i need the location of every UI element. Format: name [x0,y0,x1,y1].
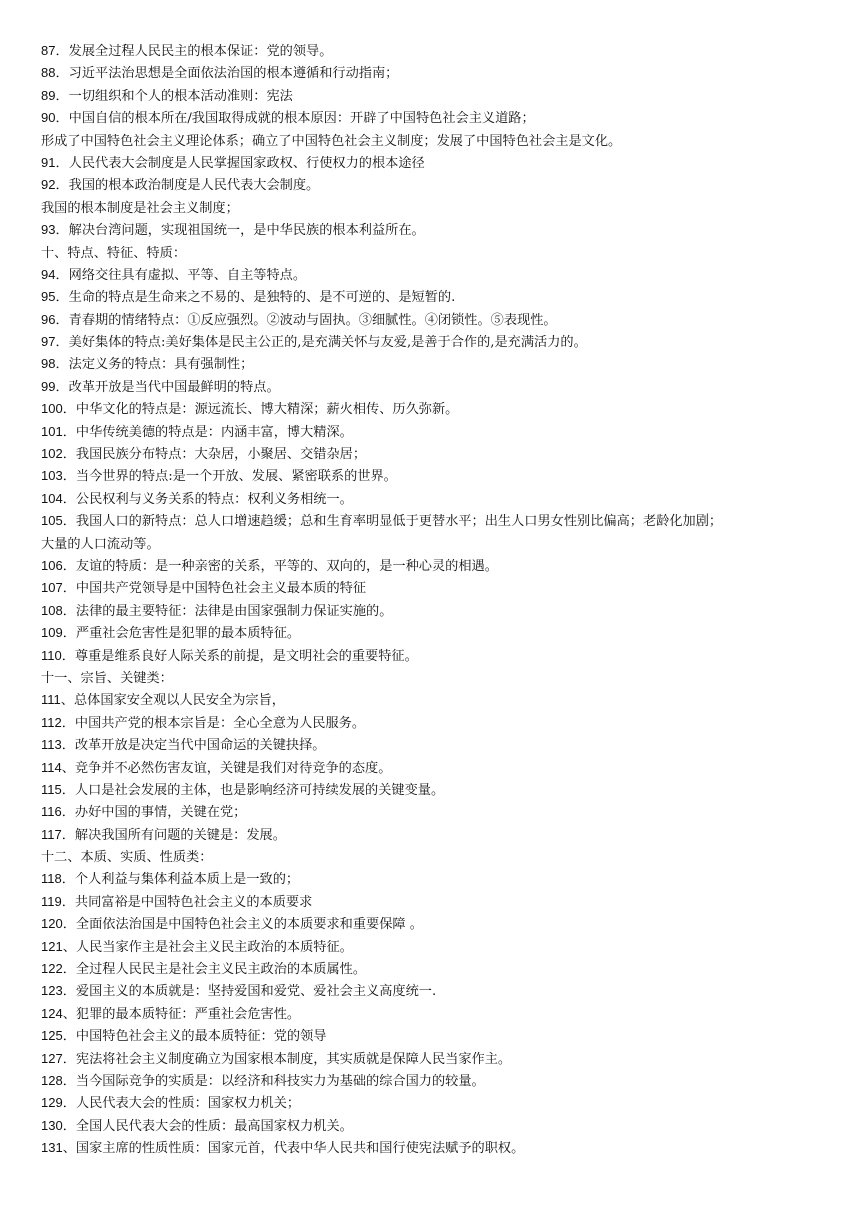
line-text: ．解决我国所有问题的关键是：发展。 [61,827,286,843]
line-number: 116 [41,804,62,820]
numbered-line [41,1048,830,1070]
numbered-line [41,1115,830,1137]
line-text: ．尊重是维系良好人际关系的前提，是文明社会的重要特征。 [61,648,418,664]
numbered-line [41,443,830,465]
line-text: ．我国的根本政治制度是人民代表大会制度。 [55,178,320,194]
line-number: 106 [41,557,63,573]
line-text: 大量的人口流动等。 [41,536,160,552]
numbered-line [41,622,830,644]
line-number: 121 [41,938,63,954]
line-text: ．习近平法治思想是全面依法治国的根本遵循和行动指南； [55,66,399,82]
line-text: 形成了中国特色社会主义理论体系；确立了中国特色社会主义制度；发展了中国特色社会主是文化。 [41,133,622,149]
numbered-line [41,376,830,398]
line-text: ．改革开放是决定当代中国命运的关键抉择。 [61,738,326,754]
numbered-line [41,219,830,241]
line-text: ．美好集体的特点:美好集体是民主公正的,是充满关怀与友爱,是善于合作的,是充满活力的。 [55,335,587,351]
numbered-line [41,779,830,801]
line-text: ．青春期的情绪特点：①反应强烈。②波动与固执。③细腻性。④闭锁性。⑤表现性。 [55,312,557,328]
line-number: 102 [41,446,63,462]
line-text: 、犯罪的最本质特征：严重社会危害性。 [62,1006,301,1022]
numbered-line [41,85,830,107]
line-number: 130 [41,1117,63,1133]
line-number: 98 [41,356,56,372]
line-number: 101 [41,423,63,439]
numbered-line [41,398,830,420]
numbered-line [41,152,830,174]
line-number: 118 [41,871,62,887]
text-line [41,130,830,152]
line-text: ．中华文化的特点是：源远流长、博大精深；薪火相传、历久弥新。 [62,402,459,418]
line-number: 111 [41,692,61,708]
line-text: ．中国自信的根本所在/我国取得成就的根本原因：开辟了中国特色社会主义道路； [55,111,535,127]
numbered-line [41,40,830,62]
line-number: 87 [41,43,56,58]
line-text: ．共同富裕是中国特色社会主义的本质要求 [61,894,313,910]
line-number: 122 [41,961,63,977]
line-number: 97 [41,334,56,350]
line-text: ．生命的特点是生命来之不易的、是独特的、是不可逆的、是短暂的. [55,290,456,306]
line-text: ．友谊的特质：是一种亲密的关系，平等的、双向的，是一种心灵的相遇。 [62,558,498,574]
line-text: ．改革开放是当代中国最鲜明的特点。 [55,379,280,395]
line-text: ．宪法将社会主义制度确立为国家根本制度，其实质就是保障人民当家作主。 [62,1051,512,1067]
numbered-line [41,1092,830,1114]
numbered-line [41,1003,830,1025]
numbered-line [41,757,830,779]
line-number: 108 [41,602,63,618]
line-text: ．中华传统美德的特点是：内涵丰富，博大精深。 [62,424,353,440]
line-text: ．公民权利与义务关系的特点：权利义务相统一。 [62,491,353,507]
line-text: ．个人利益与集体利益本质上是一致的； [61,872,300,888]
line-text: ．严重社会危害性是犯罪的最本质特征。 [62,626,301,642]
text-line [41,197,830,219]
numbered-line [41,1070,830,1092]
line-number: 113 [41,737,62,753]
line-number: 105 [41,513,63,529]
line-number: 99 [41,378,56,394]
line-text: 、竞争并不必然伤害友谊，关键是我们对待竞争的态度。 [61,760,392,776]
text-line [41,846,830,868]
line-text: 十、特点、特征、特质： [41,245,187,261]
line-text: ．中国特色社会主义的最本质特征：党的领导 [62,1029,327,1045]
numbered-line [41,174,830,196]
line-text: 我国的根本制度是社会主义制度； [41,200,239,216]
numbered-line [41,510,830,532]
line-text: 十二、本质、实质、性质类： [41,850,213,866]
line-text: ．发展全过程人民民主的根本保证：党的领导。 [55,44,333,59]
line-text: ．法定义务的特点：具有强制性； [55,357,254,373]
numbered-line [41,577,830,599]
line-number: 125 [41,1028,63,1044]
line-number: 115 [41,781,62,797]
line-text: ．办好中国的事情，关键在党； [61,805,247,821]
line-number: 89 [41,87,56,103]
line-text: 、总体国家安全观以人民安全为宗旨， [60,693,285,709]
line-number: 92 [41,177,56,193]
text-line [41,533,830,555]
numbered-line [41,936,830,958]
line-number: 117 [41,826,62,842]
line-number: 95 [41,289,56,305]
line-number: 109 [41,625,63,641]
numbered-line [41,868,830,890]
line-text: ．法律的最主要特征：法律是由国家强制力保证实施的。 [62,603,393,619]
line-text: 、人民当家作主是社会主义民主政治的本质特征。 [62,939,353,955]
numbered-line [41,734,830,756]
line-text: ．人民代表大会的性质：国家权力机关； [62,1096,301,1112]
line-text: ．全过程人民民主是社会主义民主政治的本质属性。 [62,962,367,978]
numbered-line [41,980,830,1002]
numbered-line [41,689,830,711]
line-number: 114 [41,759,62,775]
line-text: 、国家主席的性质性质：国家元首，代表中华人民共和国行使宪法赋予的职权。 [62,1141,525,1157]
numbered-line [41,958,830,980]
line-text: ．当今世界的特点:是一个开放、发展、紧密联系的世界。 [62,469,397,485]
line-number: 110 [41,647,62,663]
line-number: 107 [41,580,63,596]
numbered-line [41,913,830,935]
line-number: 96 [41,311,56,327]
numbered-line [41,488,830,510]
numbered-line [41,712,830,734]
line-text: ．我国人口的新特点：总人口增速趋缓；总和生育率明显低于更替水平；出生人口男女性别比偏高；老龄化加剧； [62,514,723,530]
line-number: 94 [41,266,56,282]
text-line [41,242,830,264]
line-number: 128 [41,1072,63,1088]
line-text: ．人口是社会发展的主体，也是影响经济可持续发展的关键变量。 [61,782,445,798]
line-text: 十一、宗旨、关键类： [41,670,173,686]
numbered-line [41,107,830,129]
line-text: ．解决台湾问题，实现祖国统一，是中华民族的根本利益所在。 [55,223,425,239]
numbered-line [41,600,830,622]
line-number: 100 [41,401,63,417]
numbered-line [41,421,830,443]
line-number: 112 [41,714,62,730]
line-text: ．我国民族分布特点：大杂居，小聚居、交错杂居； [62,447,367,463]
line-number: 120 [41,916,63,932]
line-text: ．一切组织和个人的根本活动准则：宪法 [55,88,293,104]
numbered-line [41,645,830,667]
line-text: ．当今国际竞争的实质是：以经济和科技实力为基础的综合国力的较量。 [62,1073,485,1089]
numbered-line [41,62,830,84]
line-text: ．中国共产党的根本宗旨是：全心全意为人民服务。 [61,715,366,731]
numbered-line [41,1137,830,1159]
line-number: 129 [41,1095,63,1111]
line-number: 93 [41,222,56,238]
line-text: ．中国共产党领导是中国特色社会主义最本质的特征 [62,581,367,597]
numbered-line [41,555,830,577]
numbered-line [41,824,830,846]
line-number: 131 [41,1140,63,1156]
line-number: 90 [41,110,56,126]
numbered-line [41,465,830,487]
line-number: 123 [41,983,63,999]
line-text: ．网络交往具有虚拟、平等、自主等特点。 [55,267,307,283]
text-line [41,667,830,689]
line-text: ．全面依法治国是中国特色社会主义的本质要求和重要保障 。 [62,917,423,933]
line-number: 119 [41,893,62,909]
numbered-line [41,1025,830,1047]
numbered-line [41,353,830,375]
line-text: ．爱国主义的本质就是：坚持爱国和爱党、爱社会主义高度统一. [62,984,437,1000]
line-number: 127 [41,1050,63,1066]
numbered-line [41,331,830,353]
line-number: 104 [41,490,63,506]
line-text: ．人民代表大会制度是人民掌握国家政权、行使权力的根本途径 [55,155,425,171]
text-lines [41,40,830,1160]
numbered-line [41,891,830,913]
numbered-line [41,801,830,823]
line-text: ．全国人民代表大会的性质：最高国家权力机关。 [62,1118,353,1134]
line-number: 91 [41,154,56,170]
line-number: 103 [41,468,63,484]
line-number: 88 [41,65,56,81]
numbered-line [41,264,830,286]
numbered-line [41,309,830,331]
numbered-line [41,286,830,308]
line-number: 124 [41,1005,63,1021]
